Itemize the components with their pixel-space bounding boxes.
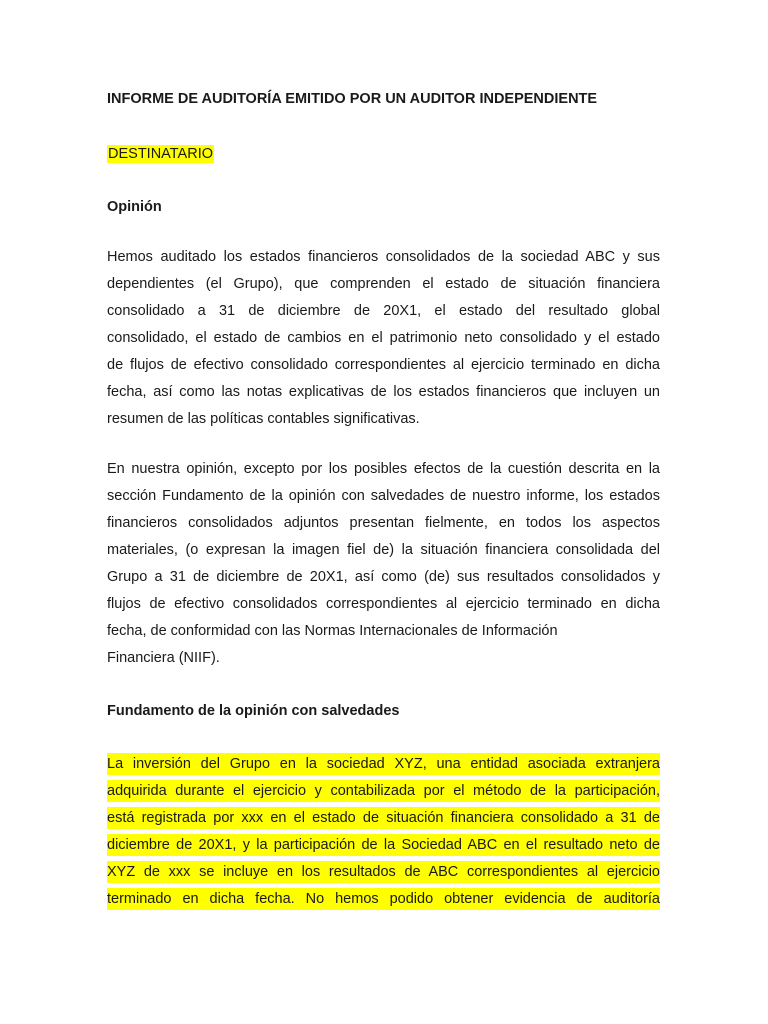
opinion-paragraph-2 xyxy=(107,456,660,672)
text-line: dependientes (el Grupo), que comprenden el estado de situación financiera xyxy=(107,276,660,292)
highlighted-text-line: está registrada por xxx en el estado de situación financiera consolidado a 31 de xyxy=(107,807,660,829)
section-heading-basis: Fundamento de la opinión con salvedades xyxy=(107,703,400,719)
text-line: Financiera (NIIF). xyxy=(107,650,220,666)
text-line: resumen de las políticas contables significativas. xyxy=(107,411,420,427)
highlighted-text-line: La inversión del Grupo en la sociedad XYZ, una entidad asociada extranjera xyxy=(107,753,660,775)
report-title: INFORME DE AUDITORÍA EMITIDO POR UN AUDITOR INDEPENDIENTE xyxy=(107,91,598,107)
text-line: En nuestra opinión, excepto por los posibles efectos de la cuestión descrita en la xyxy=(107,461,660,477)
basis-paragraph-highlighted xyxy=(107,753,660,915)
highlighted-text-line: terminado en dicha fecha. No hemos podido obtener evidencia de auditoría xyxy=(107,888,660,910)
text-line: fecha, de conformidad con las Normas Internacionales de Información xyxy=(107,623,558,639)
text-line: Hemos auditado los estados financieros consolidados de la sociedad ABC y sus xyxy=(107,249,660,265)
text-line: flujos de efectivo consolidados correspondientes al ejercicio terminado en dicha xyxy=(107,596,660,612)
highlighted-text-line: adquirida durante el ejercicio y contabilizada por el método de la participación, xyxy=(107,780,660,802)
text-line: consolidado a 31 de diciembre de 20X1, el estado del resultado global xyxy=(107,303,660,319)
text-line: financieros consolidados adjuntos presentan fielmente, en todos los aspectos xyxy=(107,515,660,531)
text-line: fecha, así como las notas explicativas de los estados financieros que incluyen un xyxy=(107,384,660,400)
highlighted-text-line: diciembre de 20X1, y la participación de la Sociedad ABC en el resultado neto de xyxy=(107,834,660,856)
opinion-paragraph-1 xyxy=(107,244,660,433)
addressee-label: DESTINATARIO xyxy=(108,146,213,162)
text-line: Grupo a 31 de diciembre de 20X1, así como (de) sus resultados consolidados y xyxy=(107,569,660,585)
text-line: consolidado, el estado de cambios en el patrimonio neto consolidado y el estado xyxy=(107,330,660,346)
highlighted-text-line: XYZ de xxx se incluye en los resultados de ABC correspondientes al ejercicio xyxy=(107,861,660,883)
section-heading-opinion: Opinión xyxy=(107,199,162,215)
text-line: de flujos de efectivo consolidado correspondientes al ejercicio terminado en dicha xyxy=(107,357,660,373)
text-line: sección Fundamento de la opinión con salvedades de nuestro informe, los estados xyxy=(107,488,660,504)
text-line: materiales, (o expresan la imagen fiel de) la situación financiera consolidada del xyxy=(107,542,660,558)
